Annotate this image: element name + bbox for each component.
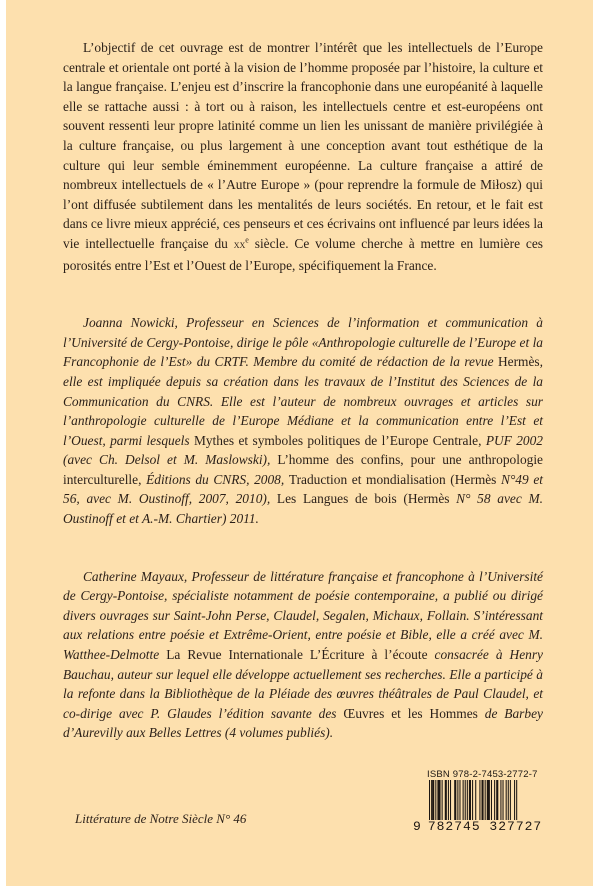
barcode-bar — [496, 780, 498, 820]
barcode-bar — [487, 780, 490, 820]
barcode-bar — [437, 780, 440, 820]
barcode-bar — [465, 780, 466, 820]
barcode-bar — [510, 780, 511, 820]
barcode-bar — [516, 780, 517, 820]
author-bio-nowicki — [63, 313, 543, 529]
back-cover — [6, 0, 593, 886]
barcode-bar — [450, 780, 451, 820]
book-title: L’homme des confins, pour une anthropologie interculturelle, — [63, 452, 544, 487]
barcode-icon — [429, 780, 531, 820]
barcode-bar — [429, 780, 430, 820]
back-cover-footer — [63, 769, 543, 833]
barcode-first-digit: 9 — [413, 819, 422, 834]
bio-text: consacrée à Henry Bauchau, auteur sur lequel elle développe actuellement ses recherches. Elle a participé à la refonte dans la Bibliothèque de la Pléiade des œuvres théâtrales de Paul Claudel, et co-dirige avec P. Glaudes l’édition savante des — [63, 647, 543, 721]
bio-text: , elle est impliquée depuis sa création dans les travaux de l’Institut des Sciences de la Communication du CNRS. Elle est l’auteur de nombreux ouvrages et articles sur l’anthropologie culturelle de l’Europe Médiane et la communication entre l’Est et l’Ouest, parmi lesquels — [63, 354, 543, 448]
book-title: Œuvres et les Hommes — [343, 705, 478, 721]
bio-text: N°49 et 56, avec M. Oustinoff, 2007, 2010), — [63, 471, 543, 507]
author-bio-mayaux — [63, 567, 543, 743]
barcode-bar — [463, 780, 464, 820]
barcode-digits-rest: 782745 327727 — [427, 819, 543, 834]
century-suffix: e — [245, 235, 249, 245]
barcode-bar — [514, 780, 515, 820]
barcode-bar — [506, 780, 507, 820]
book-title: Traduction et mondialisation (Hermès — [288, 471, 497, 487]
barcode-bar — [435, 780, 436, 820]
bio-text: de Barbey d’Aurevilly aux Belles Lettres (4 volumes publiés). — [63, 705, 543, 741]
barcode-bar — [479, 780, 480, 820]
barcode-bar — [467, 780, 468, 820]
barcode-bar — [494, 780, 495, 820]
barcode-digits — [413, 820, 543, 834]
bio-text: PUF 2002 (avec Ch. Delsol et M. Maslowski), — [63, 432, 543, 468]
barcode-bar — [448, 780, 449, 820]
barcode-bar — [445, 780, 447, 820]
barcode-bar — [431, 780, 432, 820]
barcode-bar — [508, 780, 509, 820]
barcode-bar — [500, 780, 501, 820]
summary-text-end: siècle. Ce volume cherche à mettre en lumière ces porosités entre l’Est et l’Ouest de l’Europe, spécifiquement la France. — [63, 235, 543, 273]
barcode-bar — [485, 780, 486, 820]
bio-text: Joanna Nowicki, Professeur en Sciences de l’information et communication à l’Université de Cergy-Pontoise, dirige le pôle «Anthropologie culturelle de l’Europe et la Francophonie de l’Est» du CRTF. Membre du comité de rédaction de la revue — [63, 315, 543, 370]
barcode-bar — [469, 780, 471, 820]
journal-title: La Revue Internationale L’Écriture à l’écoute — [166, 647, 428, 663]
isbn-label: ISBN 978-2-7453-2772-7 — [427, 769, 538, 780]
barcode-bar — [503, 780, 504, 820]
barcode-bar — [442, 780, 443, 820]
back-cover-content — [63, 38, 543, 833]
barcode-bar — [459, 780, 460, 820]
summary-paragraph — [63, 38, 543, 275]
bio-text: Éditions du CNRS, 2008, — [141, 471, 289, 487]
barcode-bar — [491, 780, 492, 820]
barcode-bar — [454, 780, 456, 820]
barcode-bar — [432, 780, 434, 820]
barcode-bar — [482, 780, 484, 820]
barcode-bar — [472, 780, 473, 820]
bio-text: N° 58 avec M. Oustinoff et et A.-M. Chartier) 2011. — [63, 491, 543, 527]
summary-text: L’objectif de cet ouvrage est de montrer l’intérêt que les intellectuels de l’Europe centrale et orientale ont porté à la vision de l’homme proposée par l’histoire, la culture et la langue française. L’enjeu est d’inscrire la francophonie dans une européanité à laquelle elle se rattache aussi : à tort ou à raison, les intellectuels centre et est-européens ont souvent ressenti leur propre latinité comme un lien les unissant de manière privilégiée à la culture française, ou plus largement à une conception avant tout esthétique de la culture qui leur semble éminemment européenne. La culture française a attiré de nombreux intellectuels de « l’Autre Europe » (pour reprendre la formule de Miłosz) qui l’ont diffusée subtilement dans les mentalités de leurs sociétés. En retour, et le fait est dans ce livre mieux apprécié, ces penseurs et ces écrivains ont influencé par leurs idées la vie intellectuelle française du — [63, 40, 543, 251]
century-numeral: xx — [233, 238, 246, 251]
barcode-bar — [475, 780, 476, 820]
series-title: Littérature de Notre Siècle N° 46 — [75, 811, 247, 827]
journal-title: Hermès — [497, 354, 540, 370]
isbn-block — [413, 769, 543, 834]
bio-text: Catherine Mayaux, Professeur de littérature française et francophone à l’Université de Cergy-Pontoise, spécialiste notamment de poésie contemporaine, a publié ou dirigé divers ouvrages sur Saint-John Perse, Claudel, Segalen, Michaux, Follain. S’intéressant aux relations entre poésie et Extrême-Orient, entre poésie et Bible, elle a créé avec M. Watthee-Delmotte — [63, 568, 543, 663]
book-title: Les Langues de bois (Hermès — [276, 491, 450, 507]
barcode-bar — [457, 780, 458, 820]
book-title: Mythes et symboles politiques de l’Europe Centrale, — [193, 432, 482, 448]
